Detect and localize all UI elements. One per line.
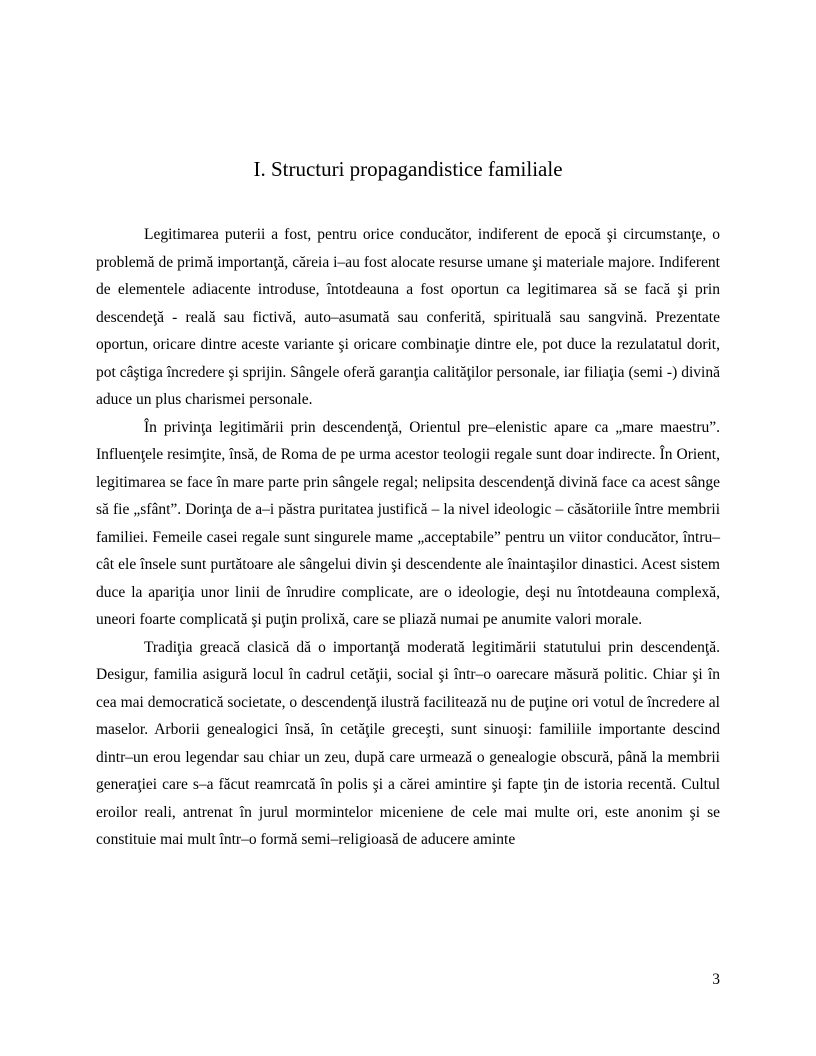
body-text <box>96 221 720 854</box>
paragraph-legitimation: Legitimarea puterii a fost, pentru orice conducător, indiferent de epocă şi circumstanţe, o problemă de primă importanţă, căreia i–au fost alocate resurse umane şi materiale majore. Indiferent de elementele adiacente introduse, întotdeauna a fost oportun ca legitimarea să se facă şi prin descendeţă - reală sau fictivă, auto–asumată sau conferită, spirituală sau sangvină. Prezentate oportun, oricare dintre aceste variante şi oricare combinaţie dintre ele, pot duce la rezulatatul dorit, pot câştiga încredere şi sprijin. Sângele oferă garanţia calităţilor personale, iar filiaţia (semi -) divină aduce un plus charismei personale. <box>96 226 720 408</box>
page-number: 3 <box>712 971 720 988</box>
paragraph-greek-tradition: Tradiţia greacă clasică dă o importanţă moderată legitimării statutului prin descendenţă. Desigur, familia asigură locul în cadrul cetăţii, social şi într–o oarecare măsură politic. Chiar şi în cea mai democratică societate, o descendenţă ilustră facilitează nu de puţine ori votul de încredere al maselor. Arborii genealogici însă, în cetăţile greceşti, sunt sinuoşi: familiile importante descind dintr–un erou legendar sau chiar un zeu, după care urmează o genealogie obscură, până la membrii generaţiei care s–a făcut reamrcată în polis şi a cărei amintire şi fapte ţin de istoria recentă. Cultul eroilor reali, antrenat în jurul mormintelor miceniene de cele mai multe ori, este anonim şi se constituie mai mult într–o formă semi–religioasă de aducere aminte <box>96 638 720 848</box>
paragraph-orient: În privinţa legitimării prin descendenţă, Orientul pre–elenistic apare ca „mare maestru”. Influenţele resimţite, însă, de Roma de pe urma acestor teologii regale sunt doar indirecte. În Orient, legitimarea se face în mare parte prin sângele regal; nelipsita descendenţă divină face ca acest sânge să fie „sfânt”. Dorinţa de a–i păstra puritatea justifică – la nivel ideologic – căsătoriile între membrii familiei. Femeile casei regale sunt singurele mame „acceptabile” pentru un viitor conducător, întru–cât ele însele sunt purtătoare ale sângelui divin şi descendente ale înaintaşilor dinastici. Acest sistem duce la apariţia unor linii de înrudire complicate, are o ideologie, deşi nu întotdeauna complexă, uneori foarte complicată şi puţin prolixă, care se pliază numai pe anumite valori morale. <box>96 418 720 628</box>
chapter-title: I. Structuri propagandistice familiale <box>253 157 563 181</box>
